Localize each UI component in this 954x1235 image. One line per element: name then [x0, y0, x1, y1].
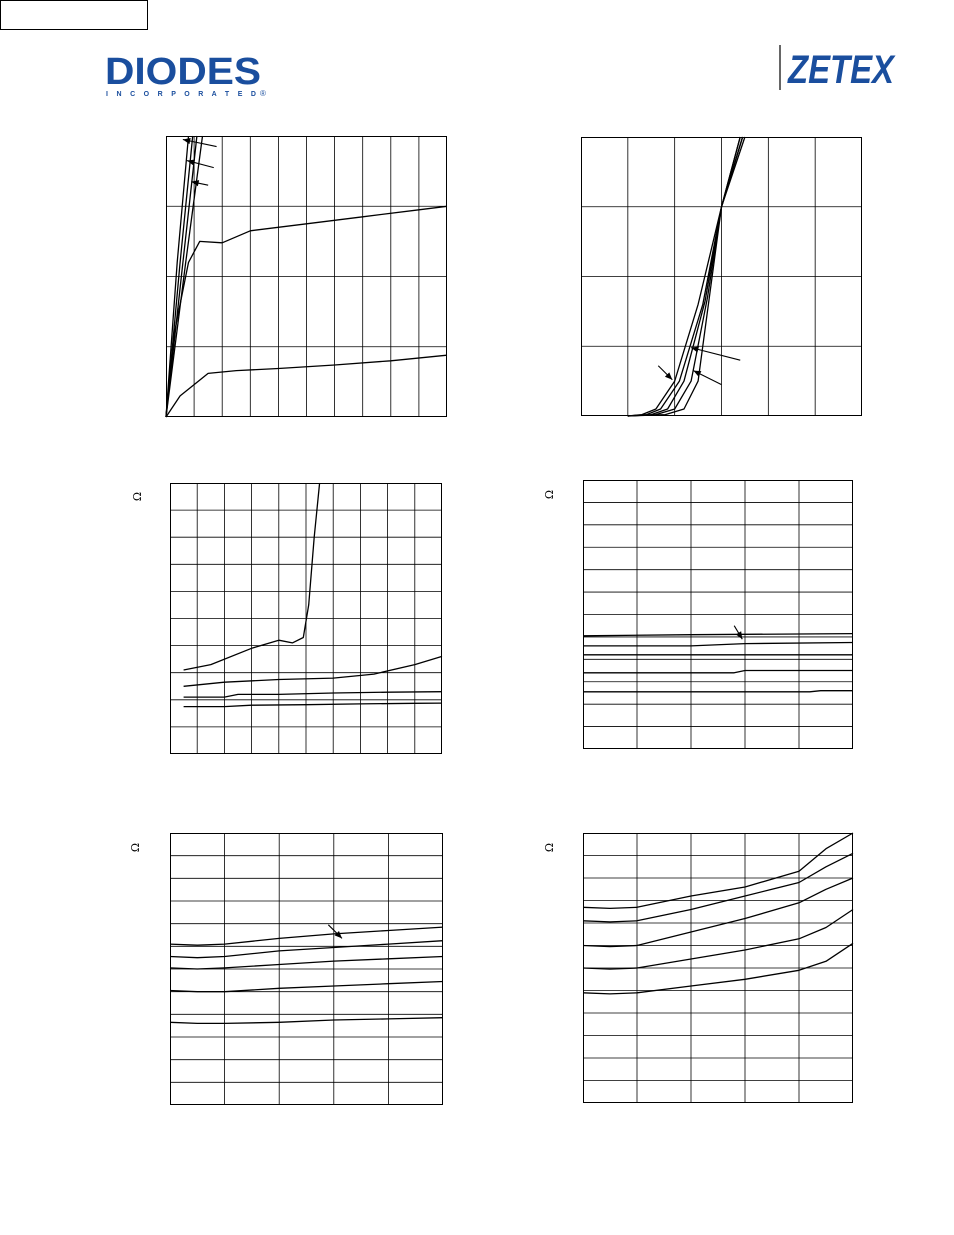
chart-4 [583, 480, 853, 749]
series-line [583, 634, 853, 636]
annotation-arrow-head [736, 631, 742, 639]
series-line [583, 878, 853, 947]
chart-5 [170, 833, 443, 1105]
series-line [170, 982, 443, 992]
ohm-symbol: Ω [129, 842, 143, 853]
series-line [583, 671, 853, 673]
chart-1 [166, 136, 447, 417]
annotation-arrow-shaft [691, 348, 740, 361]
ohm-symbol: Ω [543, 489, 557, 500]
series-line [184, 692, 442, 697]
series-line [583, 833, 853, 908]
zetex-wordmark: ZETEX [787, 48, 896, 92]
ohm-symbol: Ω [131, 491, 145, 502]
series-line [583, 643, 853, 646]
series-line [170, 927, 443, 945]
ohm-symbol: Ω [543, 842, 557, 853]
annotation-arrow-head [183, 138, 191, 144]
chart-2 [581, 137, 862, 416]
series-line [170, 1018, 443, 1024]
diodes-logo [105, 50, 270, 100]
chart-6 [583, 833, 853, 1103]
part-number-box [0, 0, 148, 30]
zetex-logo [778, 45, 898, 90]
series-line [184, 703, 442, 707]
series-line [583, 910, 853, 970]
diodes-subtitle: I N C O R P O R A T E D [106, 91, 256, 98]
series-line [583, 853, 853, 922]
series-line [170, 957, 443, 970]
series-line [170, 941, 443, 958]
series-line [583, 691, 853, 692]
chart-3 [170, 483, 442, 754]
series-line [184, 656, 442, 686]
diodes-wordmark: DIODES [105, 51, 261, 93]
registered-mark: ® [260, 89, 266, 98]
